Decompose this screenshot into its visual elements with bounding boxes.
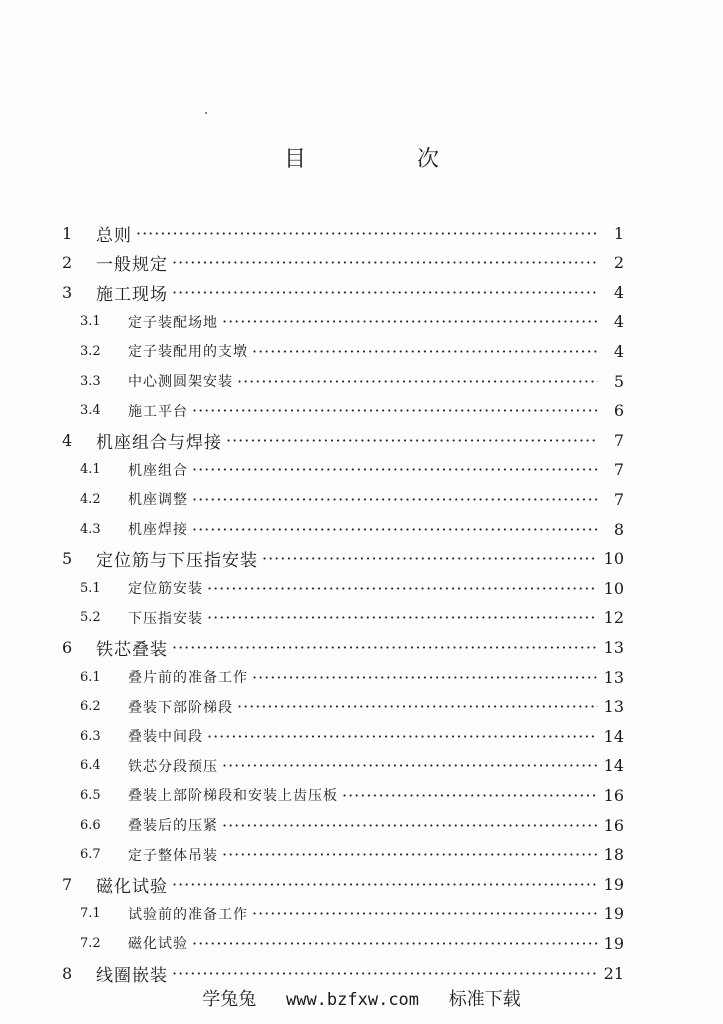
page-title: 目 次 (284, 147, 491, 172)
toc-leader-dots (172, 638, 598, 657)
toc-entry[interactable] (62, 397, 624, 425)
toc-leader-dots (252, 668, 598, 687)
toc-leader-dots (136, 224, 598, 243)
toc-leader-dots (226, 431, 598, 450)
footer-tagline: 标准下载 (448, 989, 521, 1010)
toc-entry[interactable] (62, 870, 624, 898)
toc-entry-label: 试验前的准备工作 (128, 906, 248, 923)
toc-leader-dots (207, 727, 598, 746)
toc-leader-dots (172, 875, 598, 894)
toc-entry[interactable] (62, 663, 624, 691)
toc-entry-number: 3.4 (80, 403, 101, 419)
toc-leader-dots (252, 342, 598, 361)
toc-entry-page: 4 (613, 312, 624, 332)
toc-entry-label: 定子整体吊装 (128, 847, 218, 864)
toc-leader-dots (192, 401, 598, 420)
toc-entry-page: 13 (603, 667, 624, 687)
toc-entry-label: 叠装上部阶梯段和安装上齿压板 (128, 788, 338, 805)
toc-entry-label: 叠装中间段 (128, 729, 203, 746)
toc-entry[interactable] (62, 900, 624, 928)
toc-entry-page: 4 (613, 341, 624, 361)
toc-entry-number: 8 (62, 963, 73, 983)
toc-entry-number: 5.2 (80, 610, 101, 626)
toc-entry-page: 16 (603, 785, 624, 805)
footer-site-name: 学兔兔 (202, 989, 257, 1010)
toc-entry-number: 1 (62, 223, 73, 243)
toc-entry-page: 1 (613, 223, 624, 243)
toc-leader-dots (207, 579, 598, 598)
toc-entry-page: 18 (603, 845, 624, 865)
toc-entry[interactable] (62, 929, 624, 957)
toc-entry-number: 3.2 (80, 343, 101, 359)
toc-entry-number: 6.5 (80, 787, 101, 803)
toc-entry-label: 铁芯叠装 (96, 639, 168, 660)
toc-entry-page: 2 (613, 253, 624, 273)
toc-entry-number: 6 (62, 637, 73, 657)
toc-entry[interactable] (62, 219, 624, 247)
toc-entry[interactable] (62, 249, 624, 277)
toc-entry-number: 5 (62, 549, 73, 569)
toc-entry[interactable] (62, 693, 624, 721)
footer-url[interactable]: www.bzfxw.com (285, 990, 420, 1010)
toc-entry-number: 4 (62, 430, 73, 450)
toc-entry-page: 14 (603, 726, 624, 746)
toc-entry-label: 机座组合 (128, 462, 188, 479)
toc-entry-label: 磁化试验 (128, 936, 188, 953)
toc-entry-label: 一般规定 (96, 255, 168, 276)
toc-entry[interactable] (62, 485, 624, 513)
toc-entry-page: 8 (613, 519, 624, 539)
toc-leader-dots (192, 460, 598, 479)
toc-entry-label: 叠装下部阶梯段 (128, 699, 233, 716)
toc-entry-page: 7 (613, 489, 624, 509)
toc-leader-dots (222, 816, 598, 835)
toc-leader-dots (222, 845, 598, 864)
toc-entry-page: 5 (613, 371, 624, 391)
toc-entry-number: 6.4 (80, 758, 101, 774)
toc-entry-page: 12 (603, 608, 624, 628)
toc-entry-label: 机座焊接 (128, 522, 188, 538)
toc-entry[interactable] (62, 781, 624, 809)
toc-entry-number: 6.7 (80, 847, 101, 863)
toc-entry-label: 定子装配场地 (128, 314, 218, 331)
toc-entry-number: 7 (62, 874, 73, 894)
toc-entry-number: 3.3 (80, 373, 101, 389)
toc-entry-page: 10 (603, 578, 624, 598)
toc-entry-page: 7 (613, 430, 624, 450)
toc-entry-number: 6.2 (80, 699, 101, 715)
toc-entry-page: 19 (603, 933, 624, 953)
toc-leader-dots (172, 253, 598, 272)
toc-entry[interactable] (62, 752, 624, 780)
toc-entry-page: 19 (603, 904, 624, 924)
toc-entry-label: 线圈嵌装 (96, 965, 168, 986)
toc-entry-page: 14 (603, 756, 624, 776)
toc-entry-page: 6 (613, 401, 624, 421)
toc-entry-number: 4.3 (80, 521, 101, 537)
toc-entry-label: 叠装后的压紧 (128, 818, 218, 834)
toc-entry-number: 6.6 (80, 817, 101, 833)
toc-entry[interactable] (62, 841, 624, 869)
toc-entry-label: 机座调整 (128, 492, 188, 509)
toc-entry-page: 16 (603, 815, 624, 835)
toc-entry-number: 6.3 (80, 728, 101, 744)
toc-entry-number: 4.1 (80, 462, 101, 478)
toc-entry-number: 3.1 (80, 314, 101, 330)
toc-entry-page: 7 (613, 460, 624, 480)
toc-entry-page: 4 (613, 282, 624, 302)
toc-entry-label: 总则 (96, 225, 132, 246)
toc-entry[interactable] (62, 811, 624, 839)
toc-entry[interactable] (62, 278, 624, 306)
toc-leader-dots (222, 756, 598, 775)
toc-entry-number: 3 (62, 282, 73, 302)
toc-leader-dots (192, 934, 598, 953)
toc-entry-label: 铁芯分段预压 (128, 758, 218, 775)
toc-entry[interactable] (62, 722, 624, 750)
toc-entry[interactable] (62, 367, 624, 395)
toc-leader-dots (192, 490, 598, 509)
toc-entry-page: 19 (603, 874, 624, 894)
toc-leader-dots (237, 372, 598, 391)
toc-entry[interactable] (62, 545, 624, 573)
toc-entry-label: 定子装配用的支墩 (128, 344, 248, 361)
toc-leader-dots (207, 608, 598, 627)
toc-leader-dots (342, 786, 598, 805)
toc-leader-dots (222, 312, 598, 331)
toc-entry[interactable] (62, 633, 624, 661)
toc-entry-label: 叠片前的准备工作 (128, 670, 248, 686)
toc-entry-number: 7.2 (80, 935, 101, 951)
toc-entry-number: 2 (62, 253, 73, 273)
toc-entry-label: 下压指安装 (128, 610, 203, 627)
toc-entry-label: 机座组合与焊接 (96, 432, 222, 453)
toc-entry-number: 7.1 (80, 906, 101, 922)
toc-entry-label: 施工平台 (128, 403, 188, 420)
toc-entry[interactable] (62, 456, 624, 484)
toc-entry-label: 中心测圆架安装 (128, 374, 233, 390)
toc-entry-page: 13 (603, 637, 624, 657)
toc-entry-page: 21 (603, 963, 624, 983)
toc-entry-label: 施工现场 (96, 284, 168, 305)
toc-leader-dots (252, 904, 598, 923)
toc-entry-label: 磁化试验 (96, 876, 168, 897)
toc-entry[interactable] (62, 604, 624, 632)
toc-leader-dots (262, 549, 598, 568)
toc-entry[interactable] (62, 337, 624, 365)
toc-entry-page: 13 (603, 697, 624, 717)
toc-entry-number: 4.2 (80, 491, 101, 507)
toc-entry[interactable] (62, 959, 624, 987)
toc-leader-dots (172, 283, 598, 302)
footer-watermark (0, 985, 723, 1011)
toc-leader-dots (192, 520, 598, 539)
toc-entry-page: 10 (603, 549, 624, 569)
toc-leader-dots (237, 697, 598, 716)
toc-leader-dots (172, 964, 598, 983)
toc-entry-label: 定位筋安装 (128, 581, 203, 598)
toc-entry[interactable] (62, 308, 624, 336)
toc-entry[interactable] (62, 426, 624, 454)
toc-entry-number: 5.1 (80, 580, 101, 596)
toc-entry-label: 定位筋与下压指安装 (96, 551, 258, 572)
toc-entry-number: 6.1 (80, 669, 101, 685)
toc-entry[interactable] (62, 515, 624, 543)
toc-entry[interactable] (62, 574, 624, 602)
